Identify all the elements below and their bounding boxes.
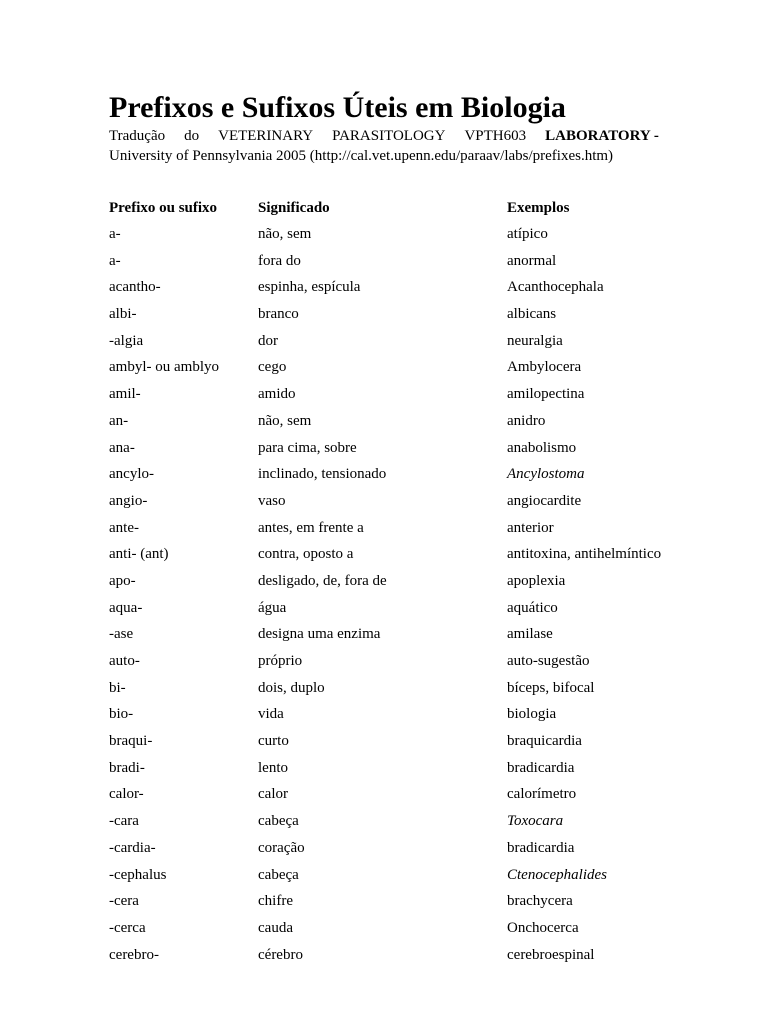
affix-cell: a- bbox=[109, 226, 121, 242]
meaning-cell: designa uma enzima bbox=[258, 626, 381, 643]
example-cell: angiocardite bbox=[507, 492, 582, 509]
meaning-cell: lento bbox=[258, 759, 288, 776]
meaning-cell: calor bbox=[258, 786, 288, 803]
example-cell: anterior bbox=[507, 519, 554, 536]
affix-cell: -cephalus bbox=[109, 866, 167, 883]
table-header bbox=[0, 196, 768, 220]
table-row bbox=[0, 674, 768, 701]
affix-cell: angio- bbox=[109, 492, 148, 509]
example-cell: bradicardia bbox=[507, 839, 575, 856]
subtitle-word: PARASITOLOGY bbox=[332, 128, 446, 144]
meaning-cell: para cima, sobre bbox=[258, 439, 357, 456]
meaning-cell: vaso bbox=[258, 492, 286, 509]
affix-cell: albi- bbox=[109, 306, 137, 323]
table-row bbox=[0, 727, 768, 754]
example-cell: bíceps, bifocal bbox=[507, 679, 595, 696]
subtitle-line-2: University of Pennsylvania 2005 (http://cal.vet.upenn.edu/paraav/labs/prefixes.htm) bbox=[109, 148, 614, 164]
table-row bbox=[0, 941, 768, 968]
affix-cell: ana- bbox=[109, 439, 135, 456]
affix-cell: braqui- bbox=[109, 733, 153, 750]
example-cell: anidro bbox=[507, 412, 546, 429]
meaning-cell: espinha, espícula bbox=[258, 279, 361, 296]
meaning-cell: curto bbox=[258, 733, 289, 750]
header-meaning: Significado bbox=[258, 200, 330, 216]
affix-cell: bi- bbox=[109, 679, 126, 696]
subtitle-word: Tradução bbox=[109, 128, 166, 144]
header-examples: Exemplos bbox=[507, 200, 570, 216]
table-row bbox=[0, 434, 768, 461]
example-cell: amilase bbox=[507, 626, 553, 643]
affix-cell: ancylo- bbox=[109, 466, 154, 483]
meaning-cell: próprio bbox=[258, 653, 303, 669]
example-cell: neuralgia bbox=[507, 332, 563, 349]
table-body bbox=[0, 220, 768, 967]
meaning-cell: cabeça bbox=[258, 813, 299, 830]
table-row bbox=[0, 914, 768, 941]
table-row bbox=[0, 887, 768, 914]
table-row bbox=[0, 594, 768, 621]
table-row bbox=[0, 567, 768, 594]
example-cell: Ancylostoma bbox=[507, 466, 585, 483]
example-cell: antitoxina, antihelmíntico bbox=[507, 546, 662, 563]
affix-cell: -ase bbox=[109, 626, 134, 643]
affix-cell: -cerca bbox=[109, 919, 146, 936]
meaning-cell: cérebro bbox=[258, 946, 303, 963]
affix-cell: bradi- bbox=[109, 759, 145, 776]
table-row bbox=[0, 460, 768, 487]
affix-cell: anti- (ant) bbox=[109, 546, 169, 563]
meaning-cell: coração bbox=[258, 839, 305, 856]
subtitle-line-1 bbox=[109, 126, 659, 146]
document-subtitle bbox=[109, 126, 659, 166]
table-row bbox=[0, 807, 768, 834]
table-row bbox=[0, 487, 768, 514]
table-row bbox=[0, 247, 768, 274]
affix-cell: -algia bbox=[109, 332, 144, 349]
meaning-cell: dor bbox=[258, 332, 278, 349]
example-cell: cerebroespinal bbox=[507, 946, 595, 963]
meaning-cell: dois, duplo bbox=[258, 679, 325, 696]
meaning-cell: água bbox=[258, 599, 287, 616]
example-cell: braquicardia bbox=[507, 733, 582, 750]
subtitle-word: LABORATORY - bbox=[545, 128, 659, 144]
affix-cell: -cara bbox=[109, 813, 139, 830]
table-row bbox=[0, 300, 768, 327]
example-cell: Toxocara bbox=[507, 813, 564, 830]
document-title: Prefixos e Sufixos Úteis em Biologia bbox=[109, 91, 566, 124]
meaning-cell: cauda bbox=[258, 919, 293, 936]
subtitle-word: do bbox=[184, 128, 200, 144]
example-cell: biologia bbox=[507, 706, 557, 723]
meaning-cell: amido bbox=[258, 386, 296, 403]
meaning-cell: cabeça bbox=[258, 866, 299, 883]
affix-cell: auto- bbox=[109, 653, 140, 669]
example-cell: Ctenocephalides bbox=[507, 866, 607, 883]
table-row bbox=[0, 540, 768, 567]
table-row bbox=[0, 834, 768, 861]
affix-cell: ambyl- ou amblyo bbox=[109, 359, 219, 376]
affix-cell: amil- bbox=[109, 386, 141, 403]
meaning-cell: não, sem bbox=[258, 412, 312, 429]
example-cell: anormal bbox=[507, 252, 557, 269]
table-row bbox=[0, 647, 768, 674]
table-row bbox=[0, 407, 768, 434]
example-cell: Onchocerca bbox=[507, 919, 579, 936]
example-cell: amilopectina bbox=[507, 386, 585, 403]
table-row bbox=[0, 514, 768, 541]
example-cell: anabolismo bbox=[507, 439, 577, 456]
table-row bbox=[0, 220, 768, 247]
table-row bbox=[0, 273, 768, 300]
meaning-cell: cego bbox=[258, 359, 287, 376]
subtitle-word: VETERINARY bbox=[218, 128, 314, 144]
example-cell: albicans bbox=[507, 306, 557, 323]
meaning-cell: fora do bbox=[258, 252, 301, 269]
affix-cell: ante- bbox=[109, 519, 139, 536]
subtitle-word: VPTH603 bbox=[464, 128, 527, 144]
affix-cell: an- bbox=[109, 412, 129, 429]
table-row bbox=[0, 620, 768, 647]
affix-cell: a- bbox=[109, 252, 121, 269]
example-cell: aquático bbox=[507, 599, 558, 616]
header-affix: Prefixo ou sufixo bbox=[109, 200, 218, 216]
affix-cell: acantho- bbox=[109, 279, 161, 296]
example-cell: Ambylocera bbox=[507, 359, 582, 376]
example-cell: auto-sugestão bbox=[507, 653, 590, 669]
table-row bbox=[0, 700, 768, 727]
table-row bbox=[0, 780, 768, 807]
table-row bbox=[0, 861, 768, 888]
meaning-cell: chifre bbox=[258, 893, 293, 910]
example-cell: Acanthocephala bbox=[507, 279, 604, 296]
meaning-cell: vida bbox=[258, 706, 284, 723]
affix-cell: apo- bbox=[109, 572, 136, 589]
example-cell: calorímetro bbox=[507, 786, 577, 803]
affix-cell: -cardia- bbox=[109, 839, 156, 856]
example-cell: atípico bbox=[507, 226, 548, 242]
meaning-cell: desligado, de, fora de bbox=[258, 572, 387, 589]
affix-cell: cerebro- bbox=[109, 946, 159, 963]
meaning-cell: antes, em frente a bbox=[258, 519, 364, 536]
affix-cell: bio- bbox=[109, 706, 134, 723]
example-cell: apoplexia bbox=[507, 572, 566, 589]
table-row bbox=[0, 327, 768, 354]
meaning-cell: branco bbox=[258, 306, 299, 323]
table-row bbox=[0, 754, 768, 781]
affix-cell: aqua- bbox=[109, 599, 143, 616]
meaning-cell: inclinado, tensionado bbox=[258, 466, 387, 483]
affix-cell: -cera bbox=[109, 893, 139, 910]
example-cell: brachycera bbox=[507, 893, 573, 910]
table-row bbox=[0, 353, 768, 380]
example-cell: bradicardia bbox=[507, 759, 575, 776]
affix-cell: calor- bbox=[109, 786, 144, 803]
table-row bbox=[0, 380, 768, 407]
meaning-cell: contra, oposto a bbox=[258, 546, 354, 563]
meaning-cell: não, sem bbox=[258, 226, 312, 242]
